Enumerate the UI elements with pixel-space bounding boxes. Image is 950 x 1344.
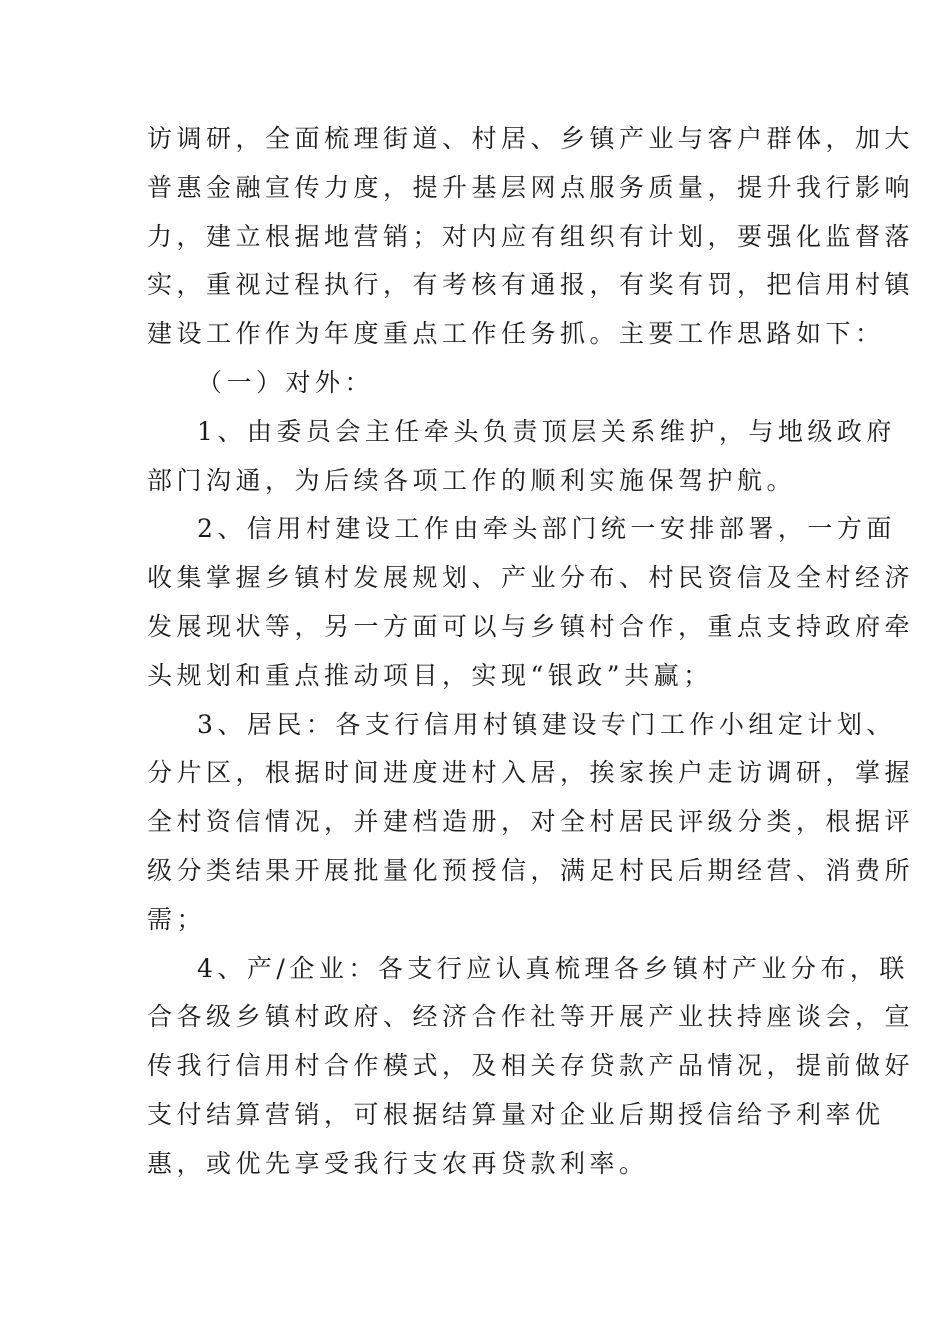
- text-line: 级分类结果开展批量化预授信，满足村民后期经营、消费所: [147, 855, 915, 885]
- document-body: [147, 115, 915, 1189]
- paragraph-intro: [147, 115, 915, 359]
- text-line: 部门沟通，为后续各项工作的顺利实施保驾护航。: [147, 465, 797, 495]
- text-line: 1、由委员会主任牵头负责顶层关系维护，与地级政府: [197, 416, 896, 446]
- paragraph-item-1: [147, 408, 896, 506]
- text-line: 力，建立根据地营销；对内应有组织有计划，要强化监督落: [147, 221, 915, 251]
- text-line: 实，重视过程执行，有考核有通报，有奖有罚，把信用村镇: [147, 270, 915, 300]
- text-line: 惠，或优先享受我行支农再贷款利率。: [147, 1148, 649, 1178]
- text-line: 收集掌握乡镇村发展规划、产业分布、村民资信及全村经济: [147, 563, 915, 593]
- paragraph-item-2: [147, 505, 915, 700]
- text-line: 分片区，根据时间进度进村入居，挨家挨户走访调研，掌握: [147, 758, 915, 788]
- text-line: 全村资信情况，并建档造册，对全村居民评级分类，根据评: [147, 807, 915, 837]
- paragraph-item-3: [147, 701, 915, 945]
- text-line: 支付结算营销，可根据结算量对企业后期授信给予利率优: [147, 1099, 885, 1129]
- text-line: 合各级乡镇村政府、经济合作社等开展产业扶持座谈会，宣: [147, 1002, 915, 1032]
- text-line: 传我行信用村合作模式，及相关存贷款产品情况，提前做好: [147, 1051, 915, 1081]
- text-line: 建设工作作为年度重点工作任务抓。主要工作思路如下：: [147, 319, 885, 349]
- text-line: 访调研，全面梳理街道、村居、乡镇产业与客户群体，加大: [147, 124, 915, 153]
- text-line: 3、居民：各支行信用村镇建设专门工作小组定计划、: [197, 709, 896, 739]
- text-line: 需；: [147, 904, 207, 934]
- section-heading-external: [147, 359, 811, 408]
- paragraph-item-4: [147, 945, 915, 1189]
- text-line: 发展现状等，另一方面可以与乡镇村合作，重点支持政府牵: [147, 611, 915, 641]
- text-line: 4、产/企业：各支行应认真梳理各乡镇村产业分布，联: [197, 953, 909, 983]
- text-line: 2、信用村建设工作由牵头部门统一安排部署，一方面: [197, 514, 896, 544]
- text-line: 头规划和重点推动项目，实现“银政”共赢；: [147, 660, 713, 690]
- section-heading: （一）对外：: [197, 367, 375, 397]
- text-line: 普惠金融宣传力度，提升基层网点服务质量，提升我行影响: [147, 172, 915, 202]
